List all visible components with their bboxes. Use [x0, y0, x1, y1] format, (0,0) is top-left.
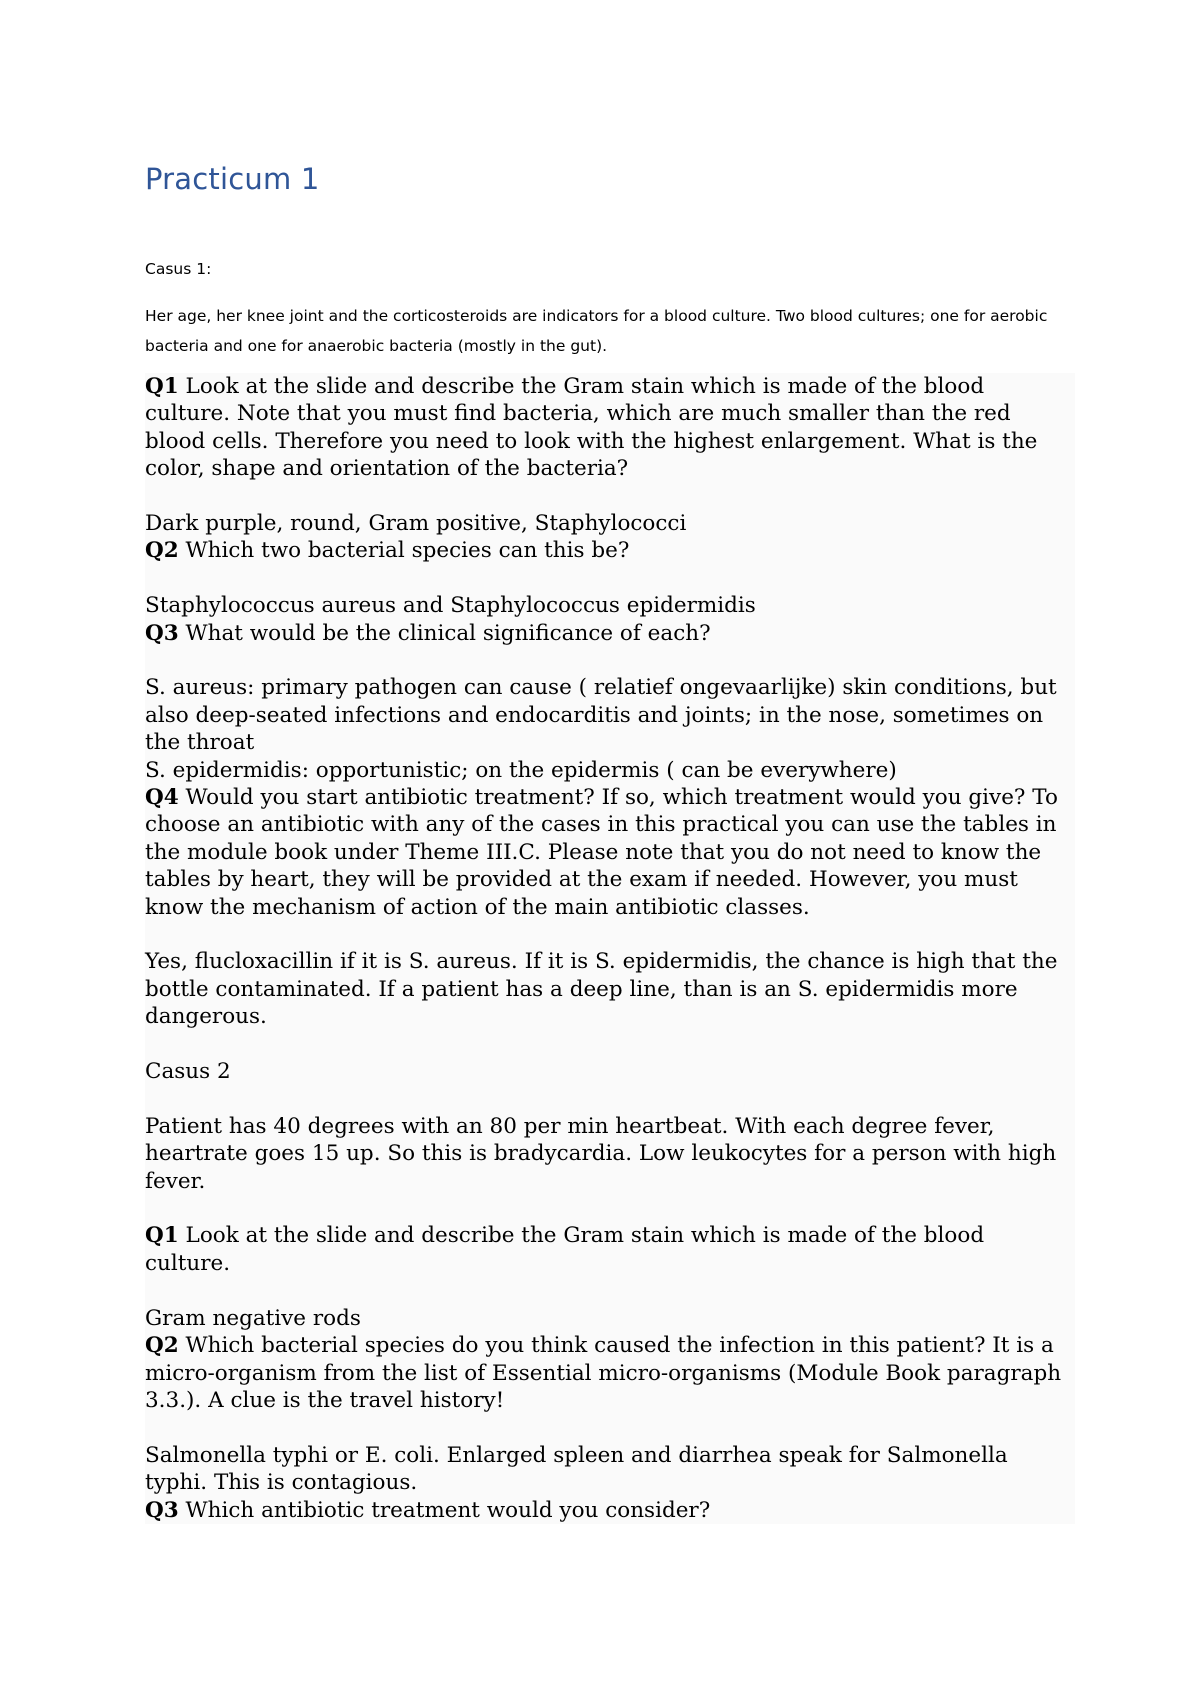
casus-2-intro: Patient has 40 degrees with an 80 per min heartbeat. With each degree fever, heartrate goes 15 up. So this is bradycardia. Low leukocytes for a person with high fever. — [145, 1113, 1057, 1194]
question-text: Look at the slide and describe the Gram stain which is made of the blood culture. — [145, 1223, 985, 1276]
casus-2-answer-2: Salmonella typhi or E. coli. Enlarged spleen and diarrhea speak for Salmonella typhi. This is contagious. — [145, 1442, 1008, 1496]
question-number: Q2 — [145, 1333, 179, 1359]
question-text: Which antibiotic treatment would you consider? — [178, 1497, 711, 1523]
questions-block — [145, 373, 1075, 1524]
question-text: Would you start antibiotic treatment? If so, which treatment would you give? To choose an antibiotic with any of the cases in this practical you can use the tables in the module book under Theme III.C. Please note that you do not need to know the tables by heart, they will be provided at the exam if needed. However, you must know the mechanism of action of the main antibiotic classes. — [145, 785, 1058, 920]
question-text: What would be the clinical significance of each? — [178, 620, 711, 646]
casus-1-question-4 — [145, 784, 1065, 921]
casus-1-answer-2: Staphylococcus aureus and Staphylococcus epidermidis — [145, 593, 756, 619]
question-number: Q1 — [145, 374, 179, 399]
casus-1-answer-3a: S. aureus: primary pathogen can cause ( relatief ongevaarlijke) skin conditions, but also deep-seated infections and endocarditis and joints; in the nose, sometimes on the throat — [145, 675, 1057, 756]
question-number: Q4 — [145, 785, 179, 811]
question-text: Look at the slide and describe the Gram stain which is made of the blood culture. Note that you must find bacteria, which are much smaller than the red blood cells. Therefore you need to look with the highest enlargement. What is the color, shape and orientation of the bacteria? — [145, 374, 1038, 482]
casus-1-answer-4: Yes, flucloxacillin if it is S. aureus. If it is S. epidermidis, the chance is high that the bottle contaminated. If a patient has a deep line, than is an S. epidermidis more dangerous. — [145, 949, 1058, 1030]
question-text: Which two bacterial species can this be? — [178, 538, 630, 564]
casus-1-intro: Her age, her knee joint and the corticosteroids are indicators for a blood culture. Two blood cultures; one for aerobic bacteria and one for anaerobic bacteria (mostly in the gut). — [145, 307, 1048, 355]
casus-1-question-1 — [145, 373, 1065, 483]
casus-1-label: Casus 1: — [145, 260, 212, 278]
casus-1-question-2 — [145, 537, 1065, 564]
casus-2-answer-1: Gram negative rods — [145, 1305, 361, 1331]
question-number: Q1 — [145, 1223, 179, 1249]
casus-2-question-1 — [145, 1222, 1065, 1277]
casus-2-question-2 — [145, 1332, 1065, 1414]
question-number: Q3 — [145, 620, 179, 646]
casus-2-label: Casus 2 — [145, 1059, 231, 1085]
question-text: Which bacterial species do you think caused the infection in this patient? It is a micro-organism from the list of Essential micro-organisms (Module Book paragraph 3.3.). A clue is the travel history! — [145, 1333, 1062, 1413]
casus-1-answer-1: Dark purple, round, Gram positive, Staphylococci — [145, 511, 687, 537]
question-number: Q2 — [145, 538, 179, 564]
casus-2-question-3 — [145, 1497, 1065, 1524]
question-number: Q3 — [145, 1497, 179, 1523]
document-title: Practicum 1 — [145, 162, 320, 196]
casus-1-question-3 — [145, 620, 1065, 647]
casus-1-answer-3b: S. epidermidis: opportunistic; on the epidermis ( can be everywhere) — [145, 757, 897, 783]
